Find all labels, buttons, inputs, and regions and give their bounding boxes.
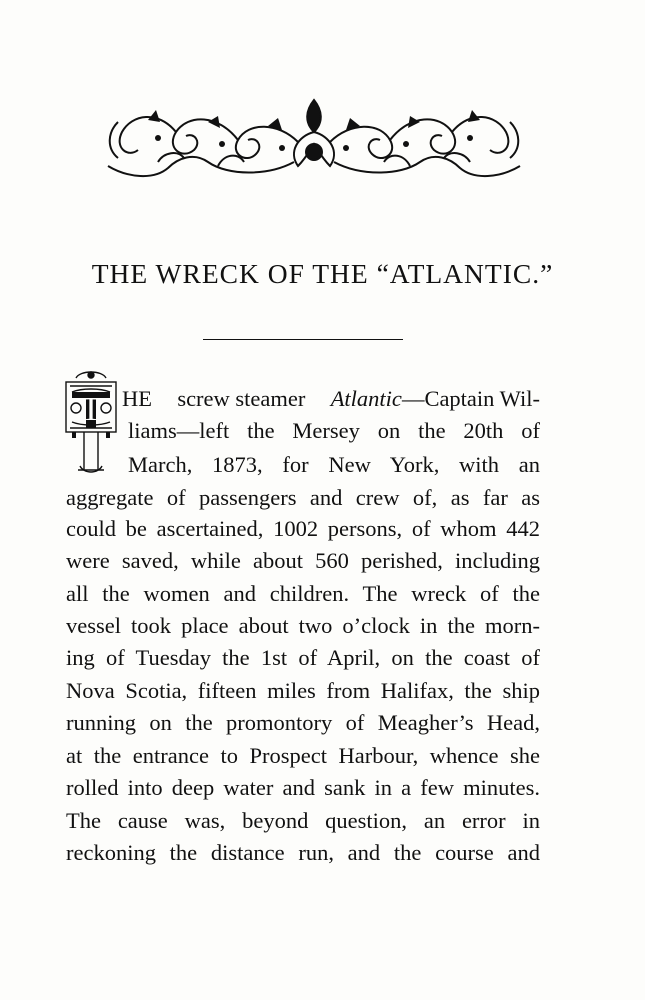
chapter-title: THE WRECK OF THE “ATLANTIC.” [91,258,554,289]
opening-word: HE [122,386,152,411]
text-line: Nova Scotia, fifteen miles from Halifax, the ship [66,678,540,703]
text-line: running on the promontory of Meagher’s Head, [66,710,540,735]
text-line: all the women and children. The wreck of the [66,581,540,606]
dropcap-letter: T [80,391,102,428]
text-line: reckoning the distance run, and the course and [66,840,540,865]
text-line: March, 1873, for New York, with an [128,452,540,477]
text-line: vessel took place about two o’clock in the morn- [66,613,540,638]
ornamental-headpiece-icon [98,92,530,184]
text-line: liams—left the Mersey on the 20th of [128,418,540,443]
text-line: ing of Tuesday the 1st of April, on the coast of [66,645,540,670]
text-line: The cause was, beyond question, an error in [66,808,540,833]
text-line: were saved, while about 560 perished, including [66,548,540,573]
opening-text: screw steamer [177,386,306,411]
text-line: could be ascertained, 1002 persons, of whom 442 [66,516,540,541]
ship-name: Atlantic—Captain Wil- [330,386,540,411]
decorated-initial-icon [62,370,120,478]
text-line: rolled into deep water and sank in a few minutes. [66,775,540,800]
text-line-1 [122,383,540,415]
text-line: at the entrance to Prospect Harbour, whence she [66,743,540,768]
title-divider [203,339,403,340]
text-line: aggregate of passengers and crew of, as far as [66,485,540,510]
